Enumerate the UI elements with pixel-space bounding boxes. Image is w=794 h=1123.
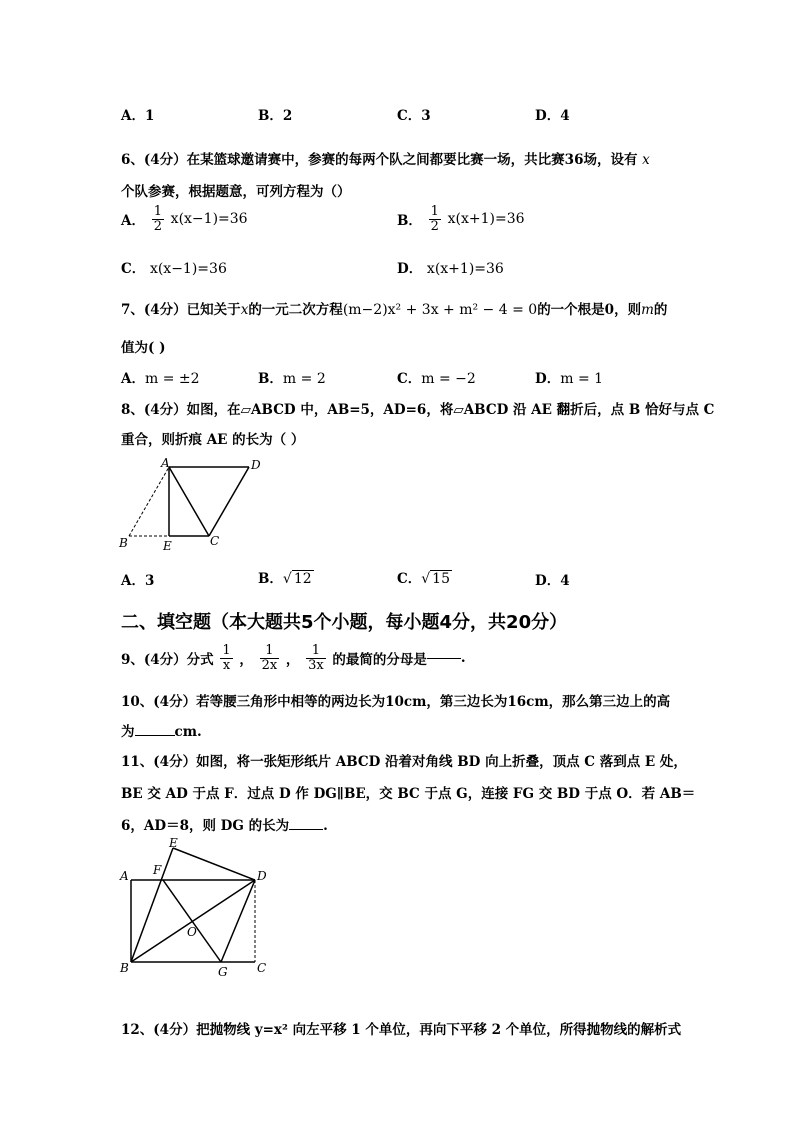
q8-stem-line2: 重合，则折痕 AE 的长为（ ） (121, 432, 305, 448)
q10-stem-line2: 为 cm. (121, 724, 202, 740)
q8-option-a: A．3 (121, 573, 155, 589)
label-a: A (120, 869, 129, 883)
label-e: E (163, 539, 172, 553)
label-b: B (119, 536, 128, 550)
segment-ed (173, 848, 255, 880)
q7-equation: (m−2)x² + 3x + m² − 4 = 0 (342, 302, 538, 318)
q5-option-d: D．4 (535, 108, 570, 124)
q7-option-d: D．m = 1 (535, 371, 604, 387)
segment-fg (163, 880, 221, 962)
fold-line-ab (129, 467, 169, 536)
q9-stem: 9、(4分）分式 $\frac{1}{x}$ ， $\frac{1}{2x}$ ， $\frac{1}{3x}$ 的最简的分母是 . (121, 643, 466, 673)
q7-option-a: A．m = ±2 (121, 371, 200, 387)
sqrt: √ 12 (282, 571, 312, 587)
answer-blank (135, 735, 175, 736)
label-g: G (218, 965, 228, 979)
label-c: C (210, 534, 220, 548)
q6-option-c: C． x(x−1)=36 (121, 261, 227, 277)
q5-option-a: A．1 (121, 108, 155, 124)
q6-option-b: B． $\frac{1}{2}$ x(x+1)=36 (397, 204, 525, 234)
q8-option-c: C．√ 15 (397, 571, 450, 587)
q6-option-d: D． x(x+1)=36 (397, 261, 504, 277)
q12-stem-line1: 12、(4分）把抛物线 y=x² 向左平移 1 个单位，再向下平移 2 个单位，所得抛物线的解析式 (121, 1022, 682, 1038)
q6-var: x (642, 152, 650, 168)
q7-option-c: C．m = −2 (397, 371, 476, 387)
q8-option-d: D．4 (535, 573, 570, 589)
fraction: $\frac{1}{2}$ (153, 204, 162, 234)
label-c: C (257, 961, 267, 975)
q5-option-c: C．3 (397, 108, 431, 124)
fraction: $\frac{1}{3x}$ (308, 643, 324, 673)
q6-stem-line1 (121, 148, 650, 168)
label-a: A (161, 456, 170, 470)
segment-dc (209, 467, 249, 536)
answer-blank (427, 658, 461, 659)
answer-blank (289, 829, 323, 830)
parallelogram-figure (115, 455, 275, 555)
fraction: $\frac{1}{2x}$ (261, 643, 278, 673)
fraction: $\frac{1}{x}$ (222, 643, 231, 673)
q7-stem-line1: 7、(4分）已知关于x的一元二次方程(m−2)x² + 3x + m² − 4 = 0的一个根是0，则m的 (121, 302, 668, 318)
label-o: O (187, 925, 197, 939)
q11-stem-line1: 11、(4分）如图，将一张矩形纸片 ABCD 沿着对角线 BD 向上折叠，顶点 C 落到点 E 处， (121, 754, 687, 770)
rectangle-fold-figure (115, 834, 275, 979)
q7-stem-line2: 值为( ) (121, 340, 166, 356)
segment-ac (169, 467, 209, 536)
label-d: D (257, 869, 267, 883)
q5-option-b: B．2 (258, 108, 293, 124)
label-e: E (169, 836, 178, 850)
q6-option-a: A． $\frac{1}{2}$ x(x−1)=36 (121, 204, 248, 234)
q8-option-b: B．√ 12 (258, 571, 312, 587)
q6-stem-line2: 个队参赛，根据题意，可列方程为（） (121, 184, 351, 200)
section-heading: 二、填空题（本大题共5个小题，每小题4分，共20分） (121, 612, 568, 633)
segment-bd (131, 880, 255, 962)
q7-option-b: B．m = 2 (258, 371, 326, 387)
label-b: B (120, 961, 129, 975)
segment-dg (221, 880, 255, 962)
q10-stem-line1: 10、(4分）若等腰三角形中相等的两边长为10cm，第三边长为16cm，那么第三边上的高 (121, 694, 671, 710)
q11-stem-line2: BE 交 AD 于点 F．过点 D 作 DG∥BE，交 BC 于点 G，连接 FG 交 BD 于点 O．若 AB＝ (121, 786, 696, 802)
label-f: F (153, 863, 162, 877)
sqrt: √ 15 (421, 571, 450, 587)
fraction: $\frac{1}{2}$ (430, 204, 439, 234)
q8-stem-line1: 8、(4分）如图，在▱ABCD 中，AB=5，AD=6，将▱ABCD 沿 AE 翻折后，点 B 恰好与点 C (121, 402, 715, 418)
q11-stem-line3: 6，AD＝8，则 DG 的长为 . (121, 818, 328, 834)
segment-be (131, 848, 173, 962)
q6-text: 6、(4分）在某篮球邀请赛中，参赛的每两个队之间都要比赛一场，共比赛36场，设有 (121, 152, 638, 168)
label-d: D (251, 458, 261, 472)
